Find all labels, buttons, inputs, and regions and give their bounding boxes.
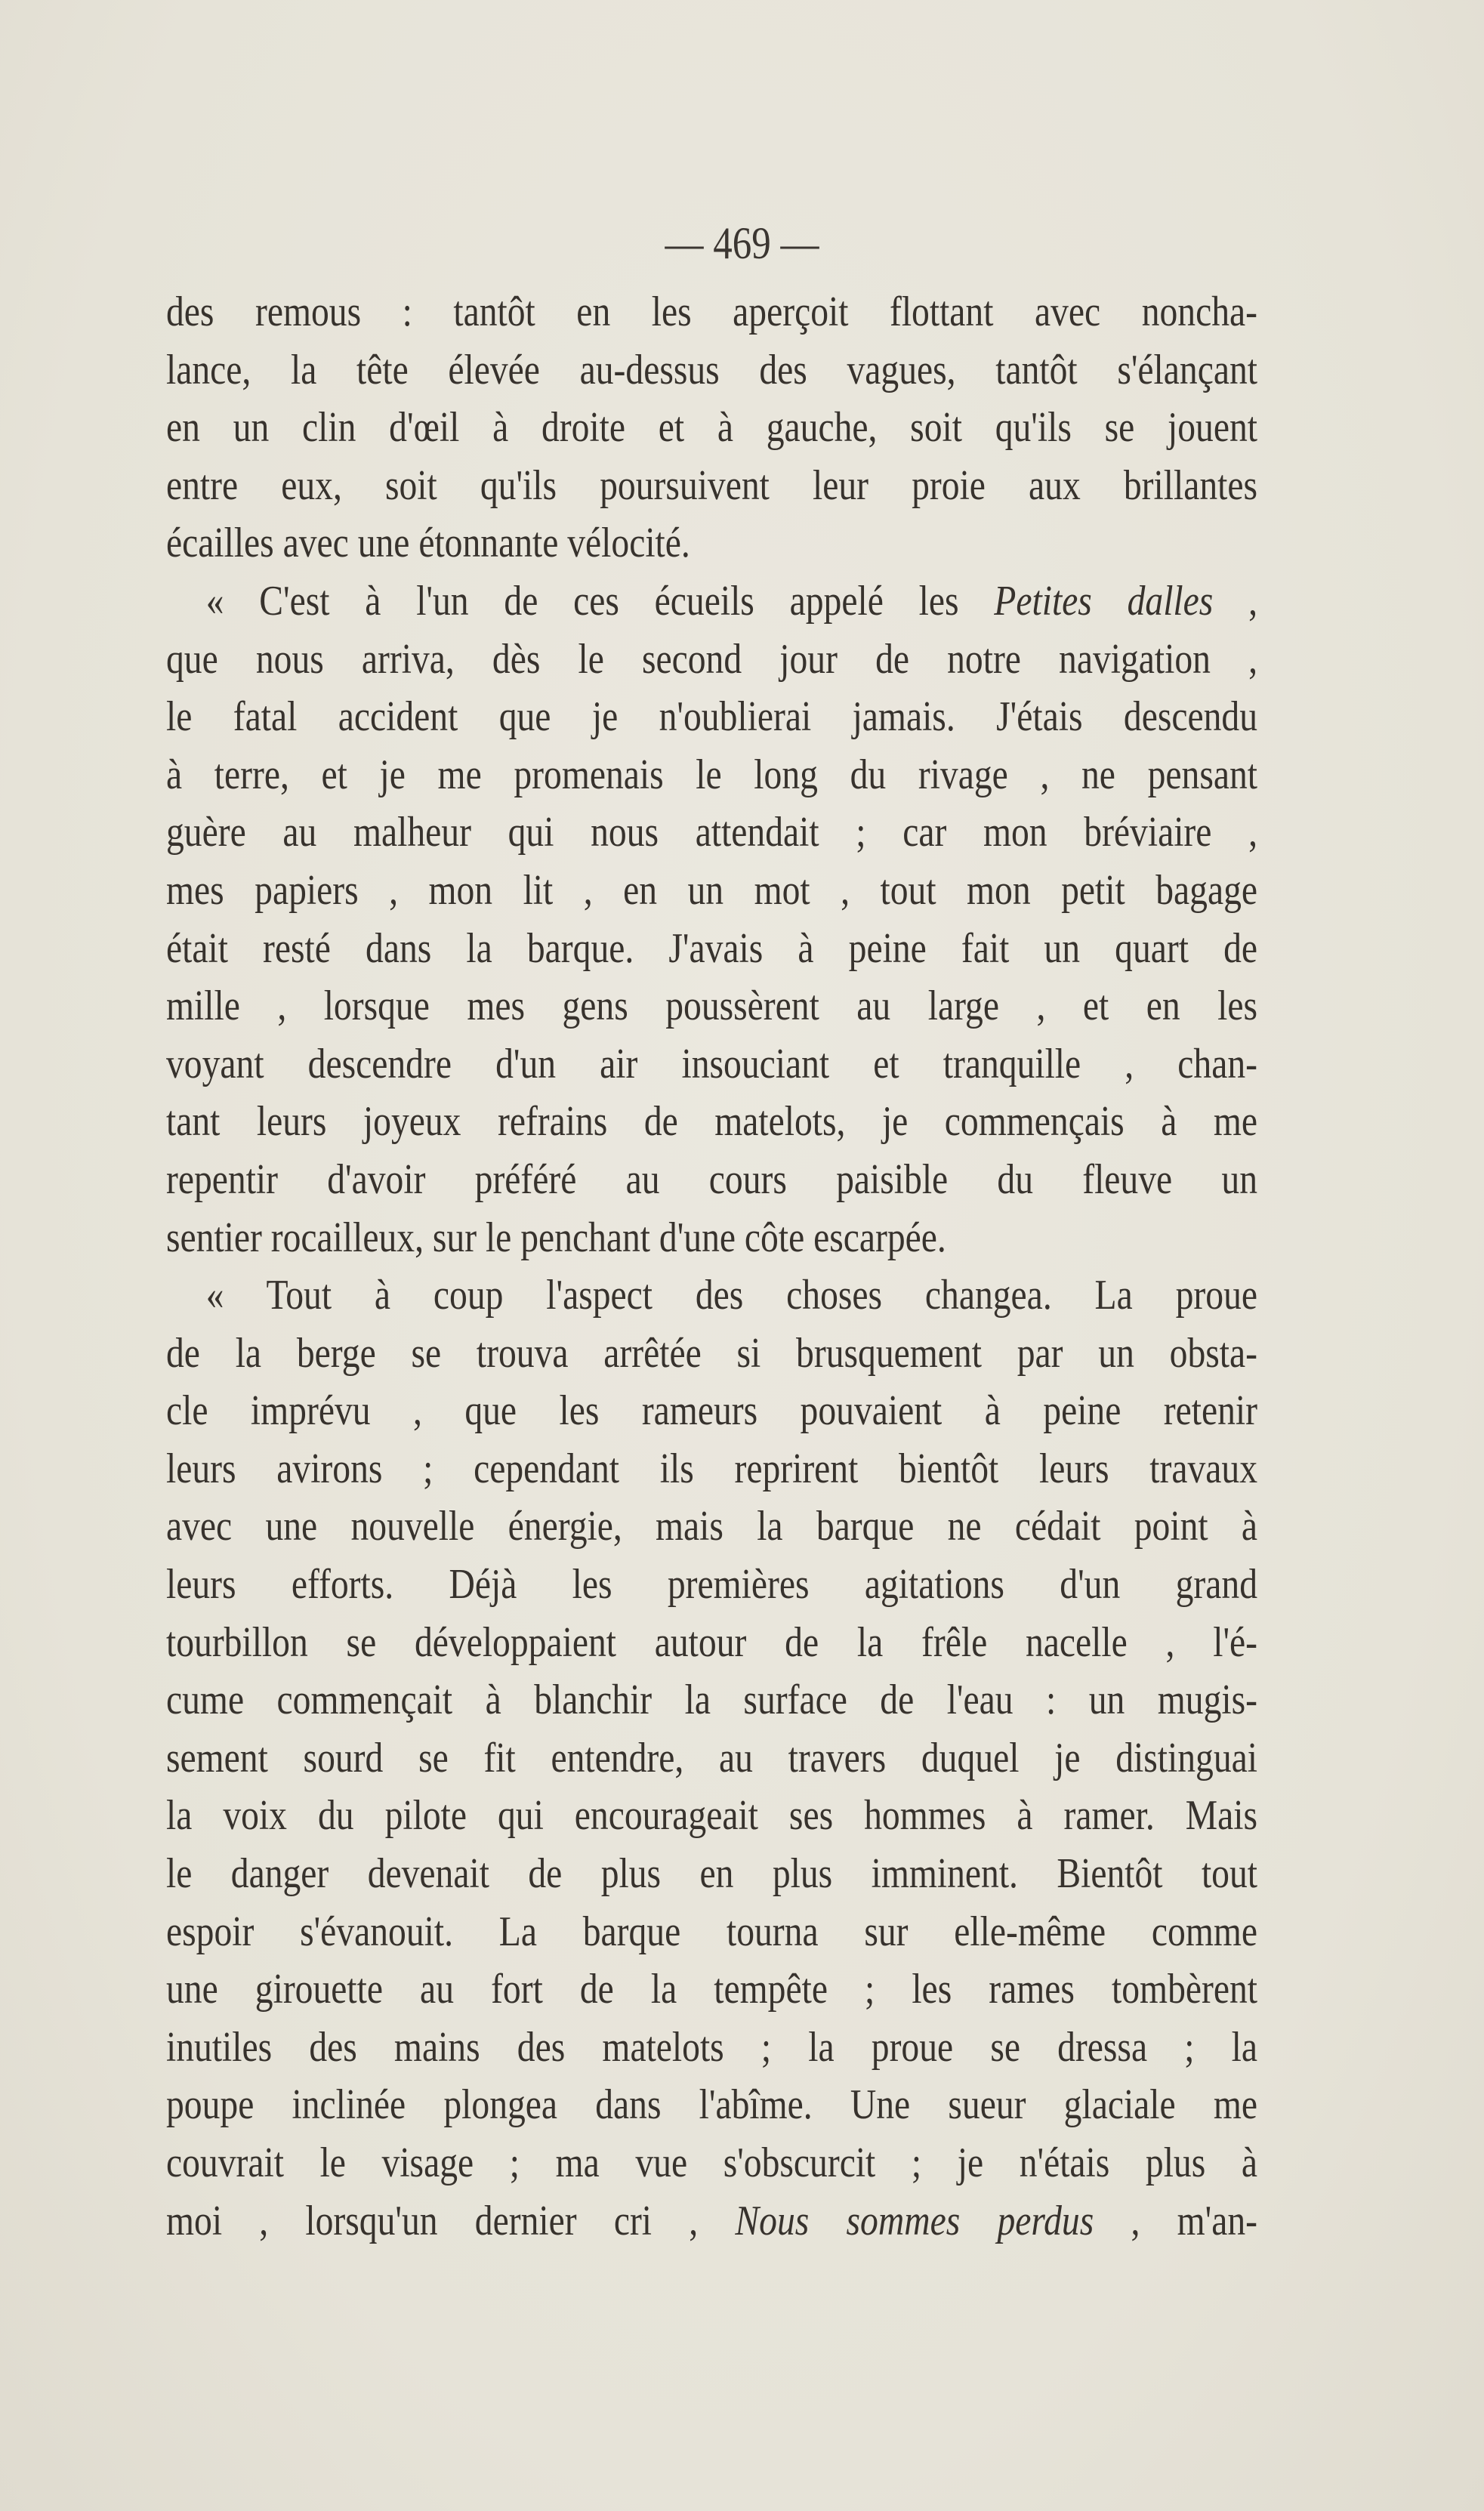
text-line	[166, 514, 1257, 572]
text-segment: le fatal accident que je n'oublierai jamais. J'étais descendu	[166, 693, 1257, 741]
text-line	[166, 1903, 1257, 1961]
text-line	[166, 1093, 1257, 1151]
text-segment: tourbillon se développaient autour de la frêle nacelle , l'é-	[166, 1618, 1257, 1666]
text-segment: lance, la tête élevée au-dessus des vagues, tantôt s'élançant	[166, 346, 1257, 393]
text-line	[166, 1556, 1257, 1614]
text-segment: de la berge se trouva arrêtée si brusquement par un obsta-	[166, 1329, 1257, 1377]
text-line	[166, 1440, 1257, 1498]
text-segment: cume commençait à blanchir la surface de l'eau : un mugis-	[166, 1677, 1257, 1724]
text-segment: repentir d'avoir préféré au cours paisible du fleuve un	[166, 1155, 1257, 1203]
text-line	[166, 862, 1257, 920]
text-line	[166, 2192, 1257, 2250]
text-segment: avec une nouvelle énergie, mais la barque ne cédait point à	[166, 1503, 1257, 1550]
text-line	[166, 804, 1257, 862]
text-line	[166, 688, 1257, 746]
text-segment: mes papiers , mon lit , en un mot , tout mon petit bagage	[166, 866, 1257, 914]
text-line	[166, 1266, 1257, 1325]
body-text	[166, 283, 1257, 2250]
text-segment: inutiles des mains des matelots ; la proue se dressa ; la	[166, 2023, 1257, 2071]
text-line	[166, 977, 1257, 1035]
text-segment: moi , lorsqu'un dernier cri ,	[166, 2197, 736, 2244]
text-line	[166, 1035, 1257, 1094]
text-segment: voyant descendre d'un air insouciant et tranquille , chan-	[166, 1040, 1257, 1087]
text-line	[166, 920, 1257, 978]
text-segment: une girouette au fort de la tempête ; les rames tombèrent	[166, 1966, 1257, 2013]
text-segment: « C'est à l'un de ces écueils appelé les	[205, 577, 995, 625]
text-line	[166, 1960, 1257, 2019]
text-line	[166, 2019, 1257, 2077]
text-segment: poupe inclinée plongea dans l'abîme. Une sueur glaciale me	[166, 2081, 1257, 2129]
page-number: — 469 —	[665, 218, 819, 268]
text-segment: , m'an-	[1094, 2197, 1257, 2244]
text-segment: la voix du pilote qui encourageait ses hommes à ramer. Mais	[166, 1792, 1257, 1840]
text-line	[166, 1325, 1257, 1383]
text-line	[166, 1729, 1257, 1788]
text-segment: guère au malheur qui nous attendait ; car mon bréviaire ,	[166, 809, 1257, 856]
text-line	[166, 1787, 1257, 1845]
text-segment: était resté dans la barque. J'avais à peine fait un quart de	[166, 924, 1257, 972]
text-segment: leurs efforts. Déjà les premières agitations d'un grand	[166, 1561, 1257, 1609]
text-line	[166, 1151, 1257, 1209]
text-segment: « Tout à coup l'aspect des choses changea. La proue	[205, 1272, 1258, 1319]
text-segment: à terre, et je me promenais le long du rivage , ne pensant	[166, 751, 1257, 798]
text-segment: entre eux, soit qu'ils poursuivent leur proie aux brillantes	[166, 461, 1257, 509]
text-line	[166, 631, 1257, 689]
text-line	[166, 1671, 1257, 1729]
text-line	[166, 1845, 1257, 1903]
text-segment: tant leurs joyeux refrains de matelots, je commençais à me	[166, 1098, 1257, 1146]
italic-text: Petites dalles	[994, 577, 1214, 625]
text-line	[166, 2134, 1257, 2192]
text-segment: sentier rocailleux, sur le penchant d'une côte escarpée.	[166, 1214, 946, 1261]
text-segment: sement sourd se fit entendre, au travers duquel je distinguai	[166, 1734, 1257, 1781]
text-line	[166, 1209, 1257, 1267]
text-segment: couvrait le visage ; ma vue s'obscurcit ; je n'étais plus à	[166, 2139, 1257, 2186]
text-segment: que nous arriva, dès le second jour de notre navigation ,	[166, 635, 1257, 683]
text-line	[166, 457, 1257, 515]
text-line	[166, 1614, 1257, 1672]
text-segment: leurs avirons ; cependant ils reprirent bientôt leurs travaux	[166, 1445, 1257, 1492]
text-segment: le danger devenait de plus en plus imminent. Bientôt tout	[166, 1850, 1257, 1898]
text-segment: des remous : tantôt en les aperçoit flottant avec noncha-	[166, 288, 1257, 335]
text-segment: en un clin d'œil à droite et à gauche, soit qu'ils se jouent	[166, 404, 1257, 452]
text-line	[166, 1498, 1257, 1556]
text-line	[166, 341, 1257, 399]
italic-text: Nous sommes perdus	[735, 2197, 1094, 2244]
text-line	[166, 746, 1257, 804]
text-line	[166, 283, 1257, 341]
text-segment: cle imprévu , que les rameurs pouvaient à peine retenir	[166, 1387, 1257, 1435]
text-line	[166, 1382, 1257, 1440]
text-line	[166, 399, 1257, 457]
text-line	[166, 572, 1257, 631]
text-segment: écailles avec une étonnante vélocité.	[166, 520, 690, 567]
text-segment: espoir s'évanouit. La barque tourna sur elle-même comme	[166, 1908, 1257, 1955]
text-line	[166, 2076, 1257, 2134]
text-segment: ,	[1213, 577, 1257, 625]
text-segment: mille , lorsque mes gens poussèrent au large , et en les	[166, 982, 1257, 1030]
